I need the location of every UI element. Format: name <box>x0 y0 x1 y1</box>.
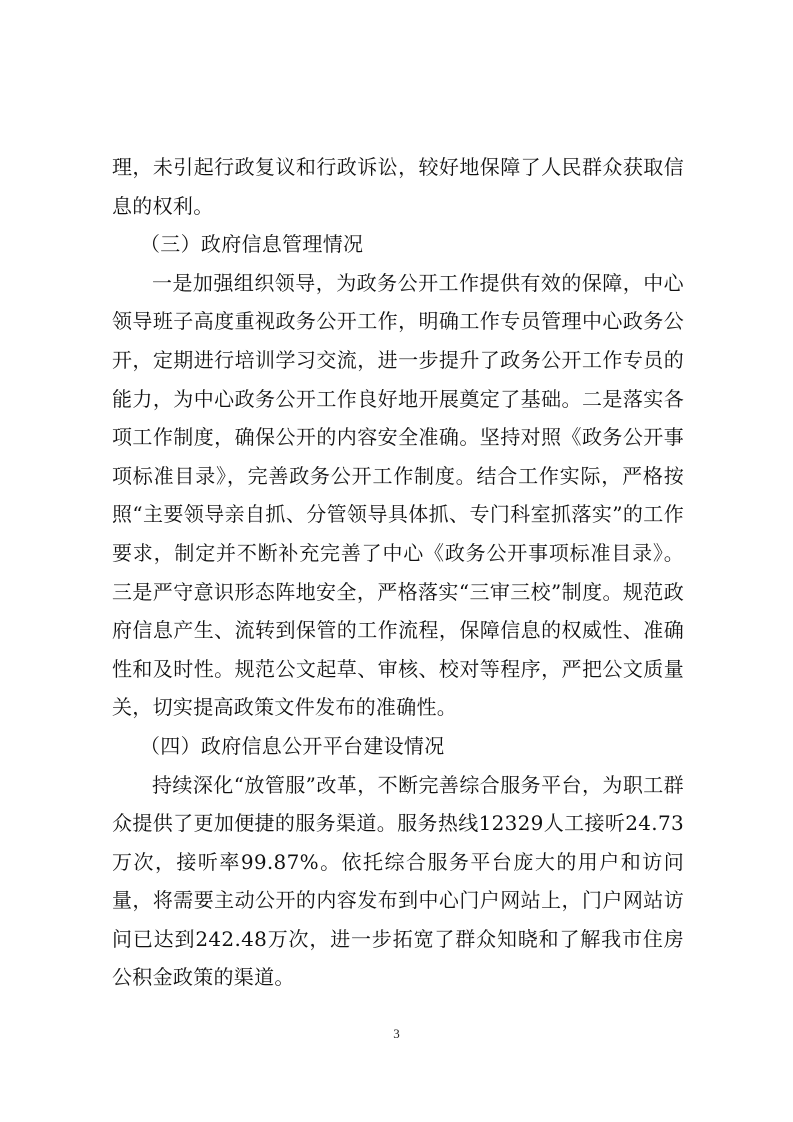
paragraph-info-management: 一是加强组织领导，为政务公开工作提供有效的保障，中心领导班子高度重视政务公开工作，明确工作专员管理中心政务公开，定期进行培训学习交流，进一步提升了政务公开工作专员的能力，为中心政务公开工作良好地开展奠定了基础。二是落实各项工作制度，确保公开的内容安全准确。坚持对照《政务公开事项标准目录》，完善政务公开工作制度。结合工作实际，严格按照“主要领导亲自抓、分管领导具体抓、专门科室抓落实”的工作要求，制定并不断补充完善了中心《政务公开事项标准目录》。三是严守意识形态阵地安全，严格落实“三审三校”制度。规范政府信息产生、流转到保管的工作流程，保障信息的权威性、准确性和及时性。规范公文起草、审核、校对等程序，严把公文质量关，切实提高政策文件发布的准确性。 <box>112 270 684 720</box>
paragraph-continuation: 理，未引起行政复议和行政诉讼，较好地保障了人民群众获取信息的权利。 <box>112 155 684 218</box>
section-heading-info-management: （三）政府信息管理情况 <box>140 232 364 257</box>
paragraph-platform-construction: 持续深化“放管服”改革，不断完善综合服务平台，为职工群众提供了更加便捷的服务渠道。服务热线12329人工接听24.73万次，接听率99.87%。依托综合服务平台庞大的用户和访问量，将需要主动公开的内容发布到中心门户网站上，门户网站访问已达到242.48万次，进一步拓宽了群众知晓和了解我市住房公积金政策的渠道。 <box>112 772 684 990</box>
document-body <box>112 148 684 997</box>
page-number: 3 <box>393 1026 400 1041</box>
section-heading-platform-construction: （四）政府信息公开平台建设情况 <box>140 733 445 758</box>
